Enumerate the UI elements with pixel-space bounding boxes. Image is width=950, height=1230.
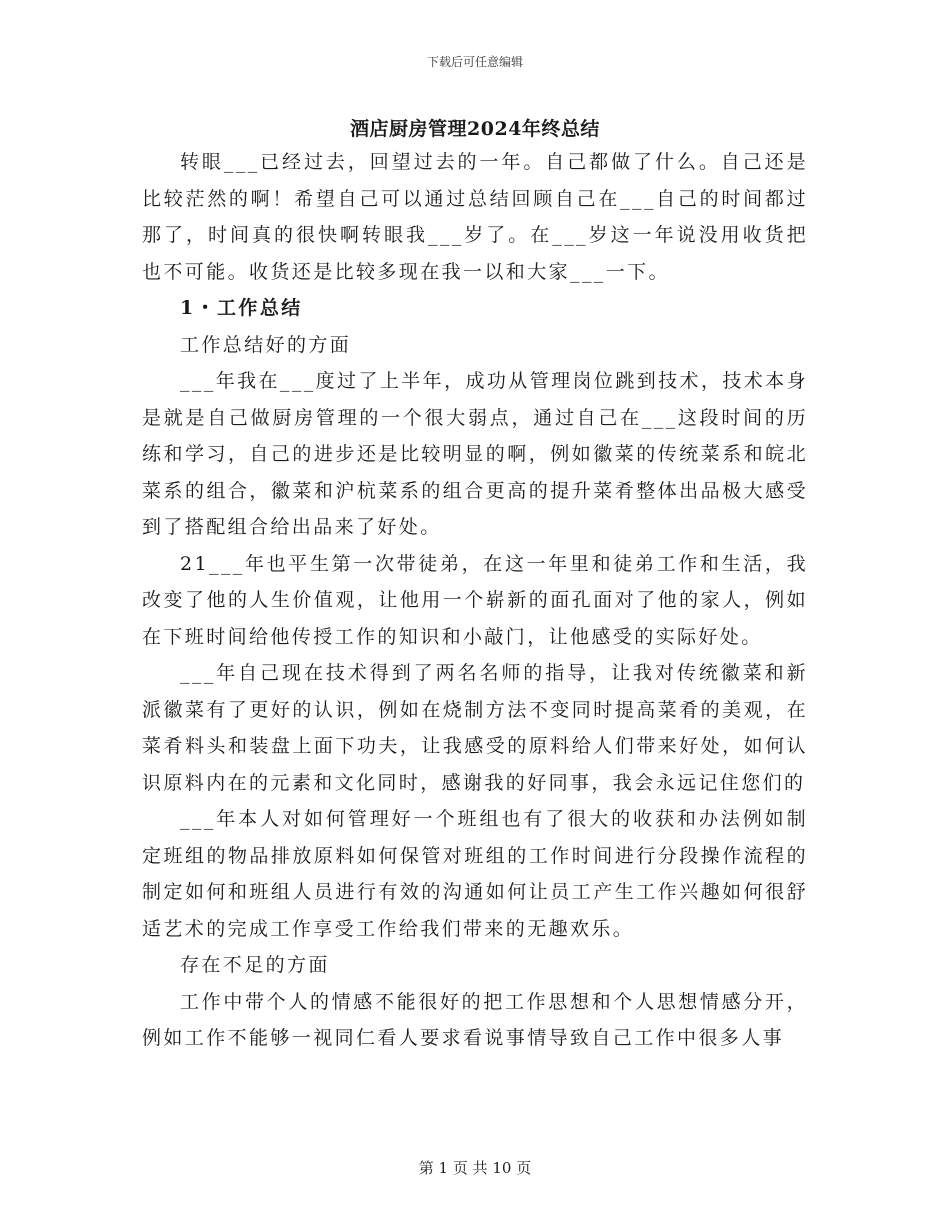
paragraph-team-management: ___年本人对如何管理好一个班组也有了很大的收获和办法例如制定班组的物品排放原料如何保管对班组的工作时间进行分段操作流程的制定如何和班组人员进行有效的沟通如何让员工产生工作兴趣如何很舒适艺术的完成工作享受工作给我们带来的无趣欢乐。 xyxy=(142,808,808,940)
subheading-good-aspects: 工作总结好的方面 xyxy=(180,333,352,356)
section-heading-work-summary: 1・工作总结 xyxy=(180,297,303,319)
document-body xyxy=(142,144,808,1057)
document-title: 酒店厨房管理2024年终总结 xyxy=(350,118,600,140)
paragraph-intro: 转眼___已经过去，回望过去的一年。自己都做了什么。自己还是比较茫然的啊！希望自己可以通过总结回顾自己在___自己的时间都过那了，时间真的很快啊转眼我___岁了。在___岁这一年说没用收货把也不可能。收货还是比较多现在我一以和大家___一下。 xyxy=(142,151,808,283)
paragraph-shortcomings: 工作中带个人的情感不能很好的把工作思想和个人思想情感分开，例如工作不能够一视同仁看人要求看说事情导致自己工作中很多人事 xyxy=(142,990,808,1049)
page-footer: 第 1 页 共 10 页 xyxy=(418,1159,532,1177)
header-note: 下载后可任意编辑 xyxy=(426,55,523,69)
paragraph-apprentice: 21___年也平生第一次带徒弟，在这一年里和徒弟工作和生活，我改变了他的人生价值观，让他用一个崭新的面孔面对了他的家人，例如在下班时间给他传授工作的知识和小敲门，让他感受的实际好处。 xyxy=(142,552,808,648)
paragraph-first-half: ___年我在___度过了上半年，成功从管理岗位跳到技术，技术本身是就是自己做厨房管理的一个很大弱点，通过自己在___这段时间的历练和学习，自己的进步还是比较明显的啊，例如徽菜的传统菜系和皖北菜系的组合，徽菜和沪杭菜系的组合更高的提升菜肴整体出品极大感受到了搭配组合给出品来了好处。 xyxy=(142,370,808,538)
subheading-shortcomings: 存在不足的方面 xyxy=(180,954,330,976)
paragraph-mentors: ___年自己现在技术得到了两名名师的指导，让我对传统徽菜和新派徽菜有了更好的认识，例如在烧制方法不变同时提高菜肴的美观，在菜肴料头和装盘上面下功夫，让我感受的原料给人们带来好处，如何认识原料内在的元素和文化同时，感谢我的好同事，我会永远记住您们的 xyxy=(142,662,808,794)
